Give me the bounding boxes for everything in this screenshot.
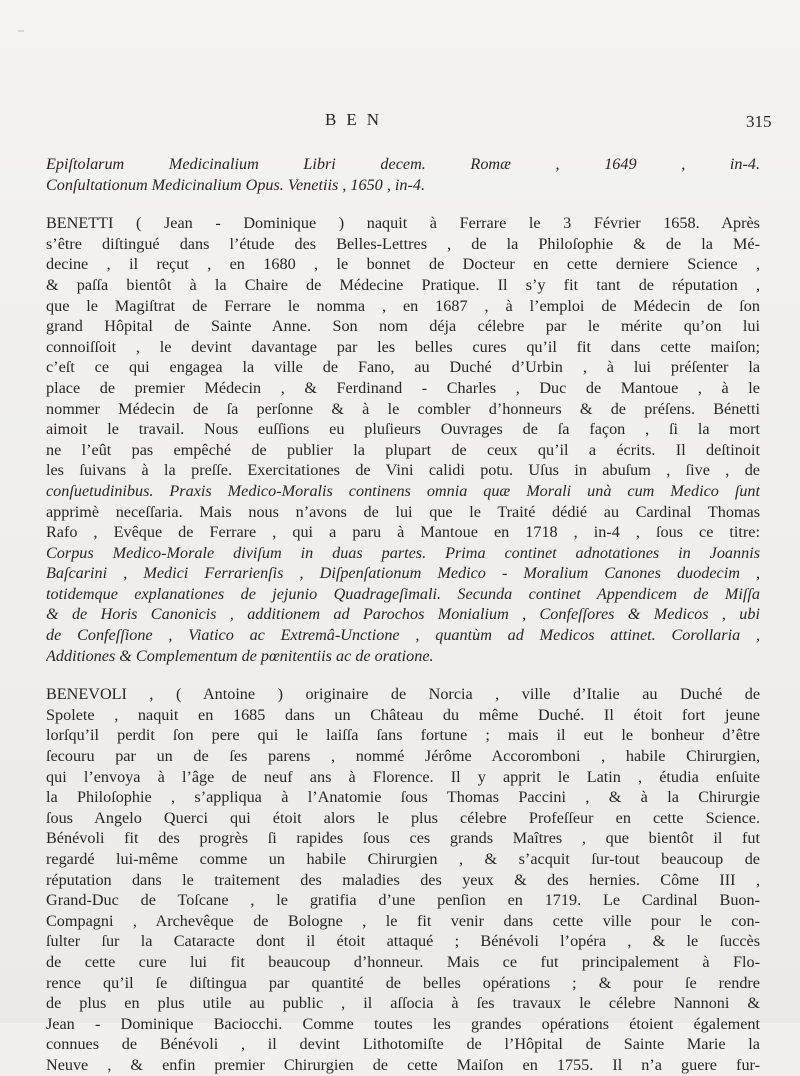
page-text bbox=[46, 146, 760, 1076]
page-number: 315 bbox=[746, 112, 772, 131]
text-line: Additiones & Complementum de pœnitentiis ac de oratione. bbox=[46, 646, 434, 665]
text-line: de plus en plus utile au public , il aſſocia à ſes travaux le célebre Nannoni & bbox=[46, 994, 760, 1013]
text-line: s’être diſtingué dans l’étude des Belles-Lettres , de la Philoſophie & de la Mé- bbox=[46, 234, 760, 253]
text-line: de Confeſſione , Viatico ac Extremâ-Unctione , quantùm ad Medicos attinet. Corollaria , bbox=[46, 626, 760, 645]
text-line: aimoit le travail. Nous euſſions eu pluſieurs Ouvrages de ſa façon , ſi la mort bbox=[46, 420, 760, 439]
text-line: Epiſtolarum Medicinalium Libri decem. Romæ , 1649 , in-4. bbox=[46, 155, 760, 173]
text-line: ſecouru par un de ſes parens , nommé Jérôme Accoromboni , habile Chirurgien, bbox=[46, 747, 760, 766]
text-line: Bénévoli fit des progrès ſi rapides ſous ces grands Maîtres , que bientôt il fut bbox=[46, 829, 760, 848]
text-line: ſulter ſur la Cataracte dont il étoit attaqué ; Bénévoli l’opéra , & le ſuccès bbox=[46, 932, 760, 951]
text-line: Spolete , naquit en 1685 dans un Château du même Duché. Il étoit fort jeune bbox=[46, 705, 760, 724]
text-line: connues de Bénévoli , il devint Lithotomiſte de l’Hôpital de Sainte Marie la bbox=[46, 1035, 760, 1054]
entry-benevoli bbox=[46, 684, 760, 1075]
text-line: les ſuivans à la preſſe. Exercitationes de Vini calidi potu. Uſus in abuſum , ſive , de bbox=[46, 461, 760, 480]
running-head: BEN bbox=[325, 110, 389, 129]
text-line: grand Hôpital de Sainte Anne. Son nom déja célebre par le mérite qu’on lui bbox=[46, 317, 760, 336]
text-line: lorſqu’il perdit ſon pere qui le laiſſa ſans fortune ; mais il eut le bonheur d’être bbox=[46, 726, 760, 745]
text-line: Grand-Duc de Toſcane , le gratifia d’une penſion en 1719. Le Cardinal Buon- bbox=[46, 891, 760, 910]
text-line: la Philoſophie , s’appliqua à l’Anatomie ſous Thomas Paccini , & à la Chirurgie bbox=[46, 788, 760, 807]
text-line: decine , il reçut , en 1680 , le bonnet de Docteur en cette derniere Science , bbox=[46, 255, 760, 274]
text-line: & paſſa bientôt à la Chaire de Médecine Pratique. Il s’y fit tant de réputation , bbox=[46, 275, 760, 294]
text-line: Corpus Medico-Morale diviſum in duas partes. Prima continet adnotationes in Joannis bbox=[46, 543, 760, 562]
text-line: apprimè neceſſaria. Mais nous n’avons de lui que le Traité dédié au Cardinal Thomas bbox=[46, 502, 760, 521]
text-line: qui l’envoya à l’âge de neuf ans à Florence. Il y apprit le Latin , étudia enſuite bbox=[46, 767, 760, 786]
text-line: réputation dans le traitement des maladies des yeux & des hernies. Côme III , bbox=[46, 870, 760, 889]
text-line: totidemque explanationes de jejunio Quadrageſimali. Secunda continet Appendicem de Miſſa bbox=[46, 584, 760, 603]
text-line: Baſcarini , Medici Ferrarienſis , Diſpenſationum Medico - Moralium Canones duodecim , bbox=[46, 564, 760, 583]
text-line: Neuve , & enfin premier Chirurgien de cette Maiſon en 1755. Il n’a guere fur- bbox=[46, 1055, 760, 1074]
page-header bbox=[0, 106, 800, 134]
text-line: c’eſt ce qui engagea la ville de Fano, au Duché d’Urbin , à lui préſenter la bbox=[46, 358, 760, 377]
text-line: connoiſſoit , le devint davantage par les belles cures qu’il fit dans cette maiſon; bbox=[46, 337, 760, 356]
text-line: rence qu’il ſe diſtingua par quantité de belles opérations ; & pour ſe rendre bbox=[46, 973, 760, 992]
text-line: BENETTI ( Jean - Dominique ) naquit à Ferrare le 3 Février 1658. Après bbox=[46, 214, 760, 233]
text-line: de cette cure lui fit beaucoup d’honneur. Mais ce fut principalement à Flo- bbox=[46, 952, 760, 971]
text-line: conſuetudinibus. Praxis Medico-Moralis continens omnia quæ Morali unà cum Medico ſunt bbox=[46, 481, 760, 500]
preceding-entry bbox=[46, 154, 760, 195]
text-line: nommer Médecin de ſa perſonne & à le combler d’honneurs & de préſens. Bénetti bbox=[46, 399, 760, 418]
entry-benetti bbox=[46, 213, 760, 666]
text-line: que le Magiſtrat de Ferrare le nomma , en 1687 , à l’emploi de Médecin de ſon bbox=[46, 296, 760, 315]
text-line: Compagni , Archevêque de Bologne , le fit venir dans cette ville pour le con- bbox=[46, 911, 760, 930]
text-line: place de premier Médecin , & Ferdinand - Charles , Duc de Mantoue , à le bbox=[46, 378, 760, 397]
text-line: Jean - Dominique Baciocchi. Comme toutes les grandes opérations étoient également bbox=[46, 1014, 760, 1033]
text-line: Rafo , Evêque de Ferrare , qui a paru à Mantoue en 1718 , in-4 , ſous ce titre: bbox=[46, 523, 760, 542]
text-line: ne l’eût pas empêché de publier la plupart de ceux qu’il a écrits. Il deſtinoit bbox=[46, 440, 760, 459]
text-line: & de Horis Canonicis , additionem ad Parochos Monialium , Confeſſores & Medicos , ubi bbox=[46, 605, 760, 624]
text-line: ſous Angelo Querci qui étoit alors le plus célebre Profeſſeur en cette Science. bbox=[46, 808, 760, 827]
text-line: BENEVOLI , ( Antoine ) originaire de Norcia , ville d’Italie au Duché de bbox=[46, 685, 760, 704]
text-line: Conſultationum Medicinalium Opus. Venetiis , 1650 , in-4. bbox=[46, 175, 426, 194]
page-speck bbox=[18, 30, 24, 32]
text-line: regardé lui-même comme un habile Chirurgien , & s’acquit ſur-tout beaucoup de bbox=[46, 850, 760, 868]
